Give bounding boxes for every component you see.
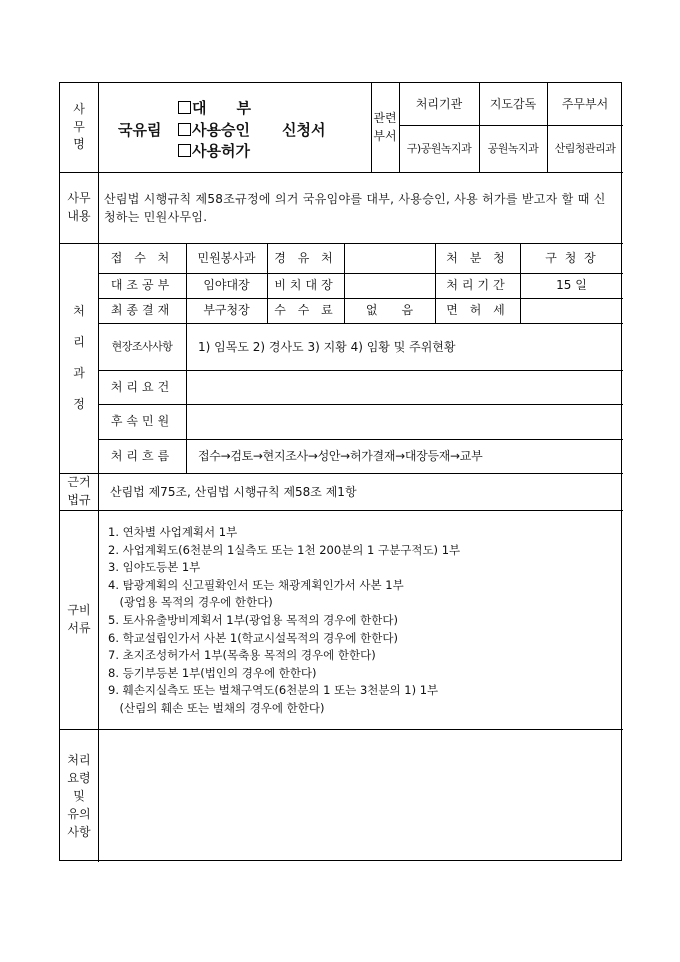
option-label: 사용허가 (192, 142, 250, 160)
option-label: 대 부 (192, 99, 251, 117)
label-line: 법규 (67, 492, 91, 507)
label-char: 무 (73, 119, 85, 134)
supervision-header: 지도감독 (489, 96, 537, 111)
license-tax-label: 면 허 세 (446, 303, 509, 317)
list-item: 7. 초지조성허가서 1부(목축용 목적의 경우에 한한다) (108, 648, 376, 663)
kept-register-value (344, 273, 435, 298)
label-line: 사항 (67, 824, 91, 839)
grid-line (98, 83, 99, 172)
option-lease[interactable] (178, 97, 251, 118)
related-dept-label (371, 83, 399, 172)
checkbox-icon[interactable] (178, 123, 191, 136)
process-label (60, 243, 98, 473)
list-item: 3. 임야도등본 1부 (108, 560, 201, 575)
reception-label: 접 수 처 (110, 250, 174, 265)
main-dept-header: 주무부서 (561, 96, 609, 111)
disposal-value: 구 청 장 (545, 250, 598, 265)
list-item: 4. 탐광계획의 신고필확인서 또는 채광계획인가서 사본 1부 (108, 577, 404, 592)
label-line: 처리 (67, 752, 91, 767)
affair-name-label (60, 83, 98, 172)
legal-text: 산림법 제75조, 산림법 시행규칙 제58조 제1항 (110, 485, 357, 499)
label-char: 명 (73, 137, 85, 152)
processing-agency-value: 구)공원녹지과 (406, 141, 472, 155)
label-char: 사 (73, 102, 85, 117)
content-text: 산림법 시행규칙 제58조규정에 의거 국유임야를 대부, 사용승인, 사용 허가를 받고자 할 때 신청하는 민원사무임. (104, 192, 606, 224)
content-label (60, 172, 98, 243)
processing-agency-header: 처리기관 (415, 96, 463, 111)
followup-label: 후속민원 (110, 414, 174, 428)
label-char: 처 (73, 303, 85, 318)
civil-affairs-form (59, 82, 622, 861)
label-line: 근거 (67, 475, 91, 490)
reference-register-value: 임야대장 (203, 278, 250, 292)
kept-register-label: 비치대장 (274, 278, 337, 292)
option-label: 사용승인 (192, 121, 250, 139)
list-item: (광업용 목적의 경우에 한한다) (108, 595, 273, 610)
label-line: 관련 (373, 111, 397, 126)
list-item: 2. 사업계획도(6천분의 1실측도 또는 1천 200분의 1 구분구적도) 1부 (108, 542, 461, 557)
label-line: 부서 (373, 128, 397, 143)
label-char: 과 (73, 366, 85, 380)
via-label: 경 유 처 (274, 250, 337, 265)
supervision-value: 공원녹지과 (487, 141, 539, 155)
fee-label: 수 수 료 (274, 303, 337, 317)
processing-period-value: 15 일 (556, 278, 587, 292)
section-divider (60, 473, 623, 474)
flow-value: 접수→검토→현지조사→성안→허가결재→대장등재→교부 (198, 449, 483, 463)
main-dept-value: 산림청관리과 (554, 141, 616, 155)
notes-label (60, 729, 98, 862)
label-line: 사무 (67, 191, 91, 206)
title-prefix: 국유림 (118, 121, 162, 139)
requirement-label: 처리요건 (110, 379, 174, 394)
label-line: 구비 (67, 603, 91, 618)
license-tax-value (520, 298, 623, 323)
label-char: 정 (73, 397, 85, 412)
list-item: 5. 토사유출방비계획서 1부(광업용 목적의 경우에 한한다) (108, 612, 398, 627)
list-item: (산림의 훼손 또는 벌채의 경우에 한한다) (108, 700, 325, 715)
list-item: 9. 훼손지실측도 또는 벌채구역도(6천분의 1 또는 3천분의 1) 1부 (108, 683, 439, 698)
checkbox-icon[interactable] (178, 101, 191, 114)
field-survey-label: 현장조사사항 (111, 339, 173, 353)
reception-value: 민원봉사과 (197, 250, 256, 265)
option-use-approval[interactable] (178, 119, 250, 140)
label-line: 서류 (67, 620, 91, 635)
section-divider (60, 172, 623, 173)
label-line: 요령 (67, 770, 91, 785)
final-approval-label: 최종결재 (110, 303, 174, 317)
flow-label: 처리흐름 (110, 448, 174, 463)
documents-label (60, 510, 98, 729)
via-value (344, 243, 435, 273)
list-item: 8. 등기부등본 1부(법인의 경우에 한한다) (108, 665, 317, 680)
fee-value: 없 음 (365, 303, 414, 317)
label-line: 및 (73, 788, 85, 803)
grid-line (98, 473, 99, 510)
list-item: 1. 연차별 사업계획서 1부 (108, 525, 238, 539)
section-divider (60, 510, 623, 511)
section-divider (60, 729, 623, 730)
field-survey-value: 1) 임목도 2) 경사도 3) 지황 4) 임황 및 주위현황 (198, 340, 456, 354)
final-approval-value: 부구청장 (203, 303, 250, 317)
disposal-label: 처 분 청 (446, 250, 509, 265)
grid-line (98, 172, 99, 243)
documents-list (108, 524, 618, 718)
reference-register-label: 대조공부 (110, 278, 174, 292)
label-line: 유의 (67, 806, 91, 821)
grid-line (98, 510, 99, 729)
grid-line (98, 729, 99, 862)
option-use-permit[interactable] (178, 140, 250, 161)
title-suffix: 신청서 (282, 121, 326, 139)
list-item: 6. 학교설립인가서 사본 1(학교시설목적의 경우에 한한다) (108, 630, 398, 645)
label-char: 리 (73, 334, 85, 349)
label-line: 내용 (67, 208, 91, 223)
checkbox-icon[interactable] (178, 144, 191, 157)
processing-period-label: 처리기간 (446, 278, 509, 292)
legal-label (60, 473, 98, 510)
